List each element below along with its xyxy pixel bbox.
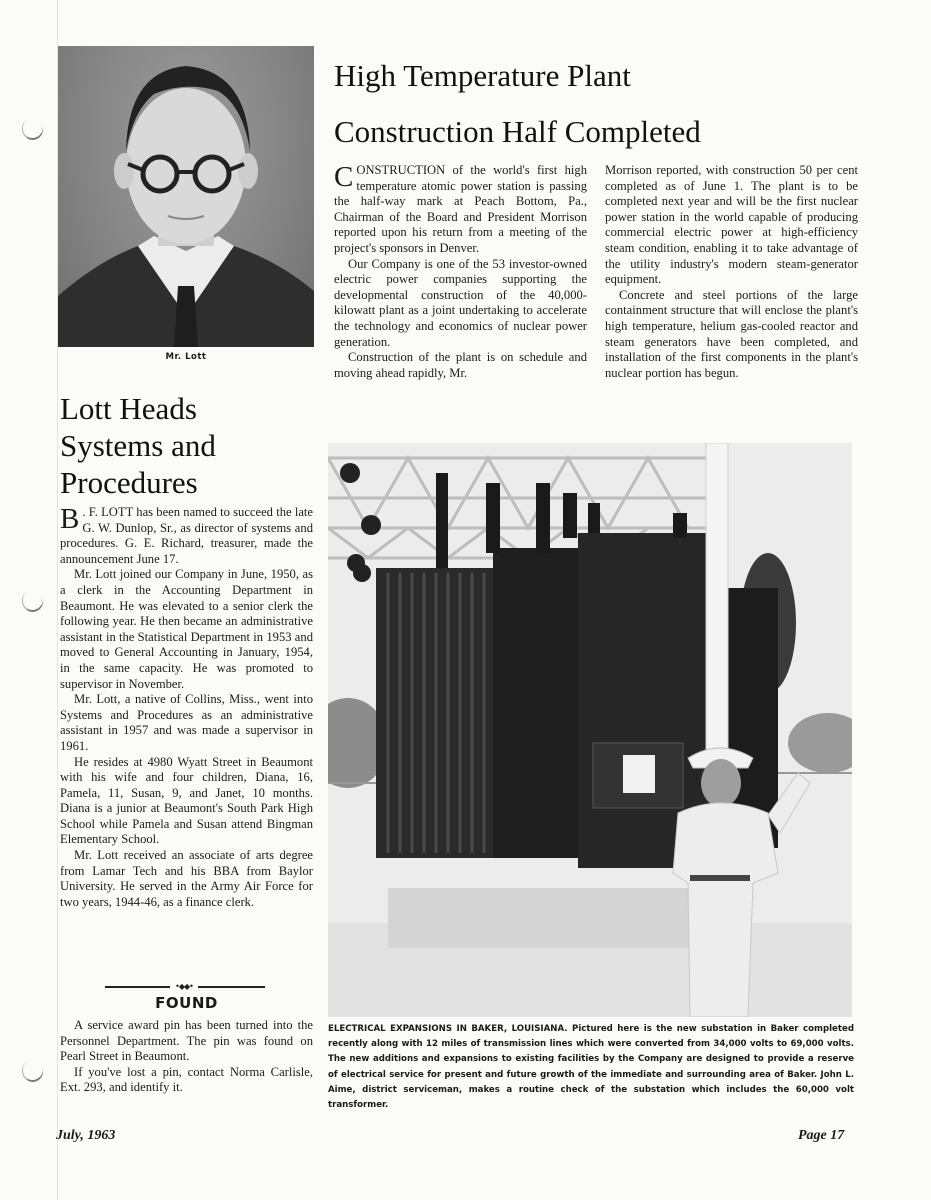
main-headline <box>334 48 874 160</box>
paragraph: CONSTRUCTION of the world's first high temperature atomic power station is passing the half-way mark at Peach Bottom, Pa., Chairman of the Board and President Morrison reported upon his return from a meeting of the project's sponsors in Denver. <box>334 161 587 255</box>
binder-hole <box>19 115 46 143</box>
side-headline-line: Lott Heads <box>60 391 197 426</box>
paragraph: B . F. LOTT has been named to succeed the late G. W. Dunlop, Sr., as director of systems and procedures. G. E. Richard, treasurer, made the announcement June 17. <box>60 503 313 566</box>
paragraph: Mr. Lott received an associate of arts degree from Lamar Tech and his BBA from Baylor University. He served in the Army Air Force for two years, 1944-46, as a finance clerk. <box>60 848 313 909</box>
paragraph: He resides at 4980 Wyatt Street in Beaumont with his wife and four children, Diana, 16, Pamela, 11, Susan, 9, and Janet, 10 months. Diana is a junior at Beaumont's South Park High School while Pamela and Susan attend Bingman Elementary School. <box>60 754 313 847</box>
drop-cap: C <box>334 161 354 193</box>
side-headline-line: Procedures <box>60 465 198 500</box>
drop-cap: B <box>60 503 80 535</box>
binder-hole <box>19 587 46 615</box>
side-headline <box>60 390 320 501</box>
portrait-caption: Mr. Lott <box>165 352 207 362</box>
found-title: FOUND <box>155 994 218 1012</box>
page-number: Page 17 <box>798 1128 845 1143</box>
main-headline-line: Construction Half Completed <box>334 114 701 149</box>
main-article-column-2 <box>605 163 858 381</box>
divider-ornament: •◆◆• <box>170 982 198 991</box>
photo-caption <box>328 1022 854 1113</box>
issue-date: July, 1963 <box>56 1128 116 1143</box>
side-article-body <box>60 505 313 910</box>
photo-caption-lead: ELECTRICAL EXPANSIONS IN BAKER, LOUISIANA. <box>328 1024 568 1034</box>
found-body <box>60 1018 313 1096</box>
binder-hole <box>19 1057 46 1085</box>
paragraph: Mr. Lott joined our Company in June, 1950, as a clerk in the Accounting Department in Beaumont. He was elevated to a senior clerk the following year. He then became an administrative assistant in the Statistical Department in 1953 and moved to General Accounting in January, 1954, in the same capacity. He was promoted to supervisor in November. <box>60 567 313 691</box>
substation-photo <box>328 443 852 1017</box>
paragraph: Concrete and steel portions of the large containment structure that will enclose the plant's high temperature, helium gas-cooled reactor and steam generators have been completed, and installation of the first components in the plant's nuclear portion has begun. <box>605 287 858 380</box>
main-headline-line: High Temperature Plant <box>334 58 631 93</box>
side-headline-line: Systems and <box>60 428 216 463</box>
paragraph: Our Company is one of the 53 investor-owned electric power companies supporting the developmental construction of the 40,000-kilowatt plant as a joint undertaking to accelerate the technology and economics of nuclear power generation. <box>334 256 587 349</box>
photo-caption-body: Pictured here is the new substation in Baker completed recently along with 12 miles of transmission lines which were converted from 34,000 volts to 69,000 volts. The new additions and expansions to existing facilities by the Company are designed to provide a reserve of electrical service for present and future growth of the immediate and surrounding area of Baker. John L. Aime, district serviceman, makes a routine check of the substation which includes the 60,000 volt transformer. <box>328 1024 854 1111</box>
paragraph: Mr. Lott, a native of Collins, Miss., went into Systems and Procedures as an administrative assistant in 1957 and was made a supervisor in 1961. <box>60 692 313 753</box>
paragraph: Morrison reported, with construction 50 per cent completed as of June 1. The plant is to be completed next year and will be the first nuclear power station in the world capable of producing commercial electric power at high-efficiency steam condition, enabling it to take advantage of the utility industry's modern steam-generator equipment. <box>605 163 858 287</box>
portrait-photo <box>58 46 314 347</box>
paragraph: Construction of the plant is on schedule and moving ahead rapidly, Mr. <box>334 350 587 380</box>
main-article-column-1 <box>334 163 587 381</box>
paragraph: If you've lost a pin, contact Norma Carlisle, Ext. 293, and identify it. <box>60 1064 313 1095</box>
paragraph: A service award pin has been turned into the Personnel Department. The pin was found on Pearl Street in Beaumont. <box>60 1018 313 1064</box>
